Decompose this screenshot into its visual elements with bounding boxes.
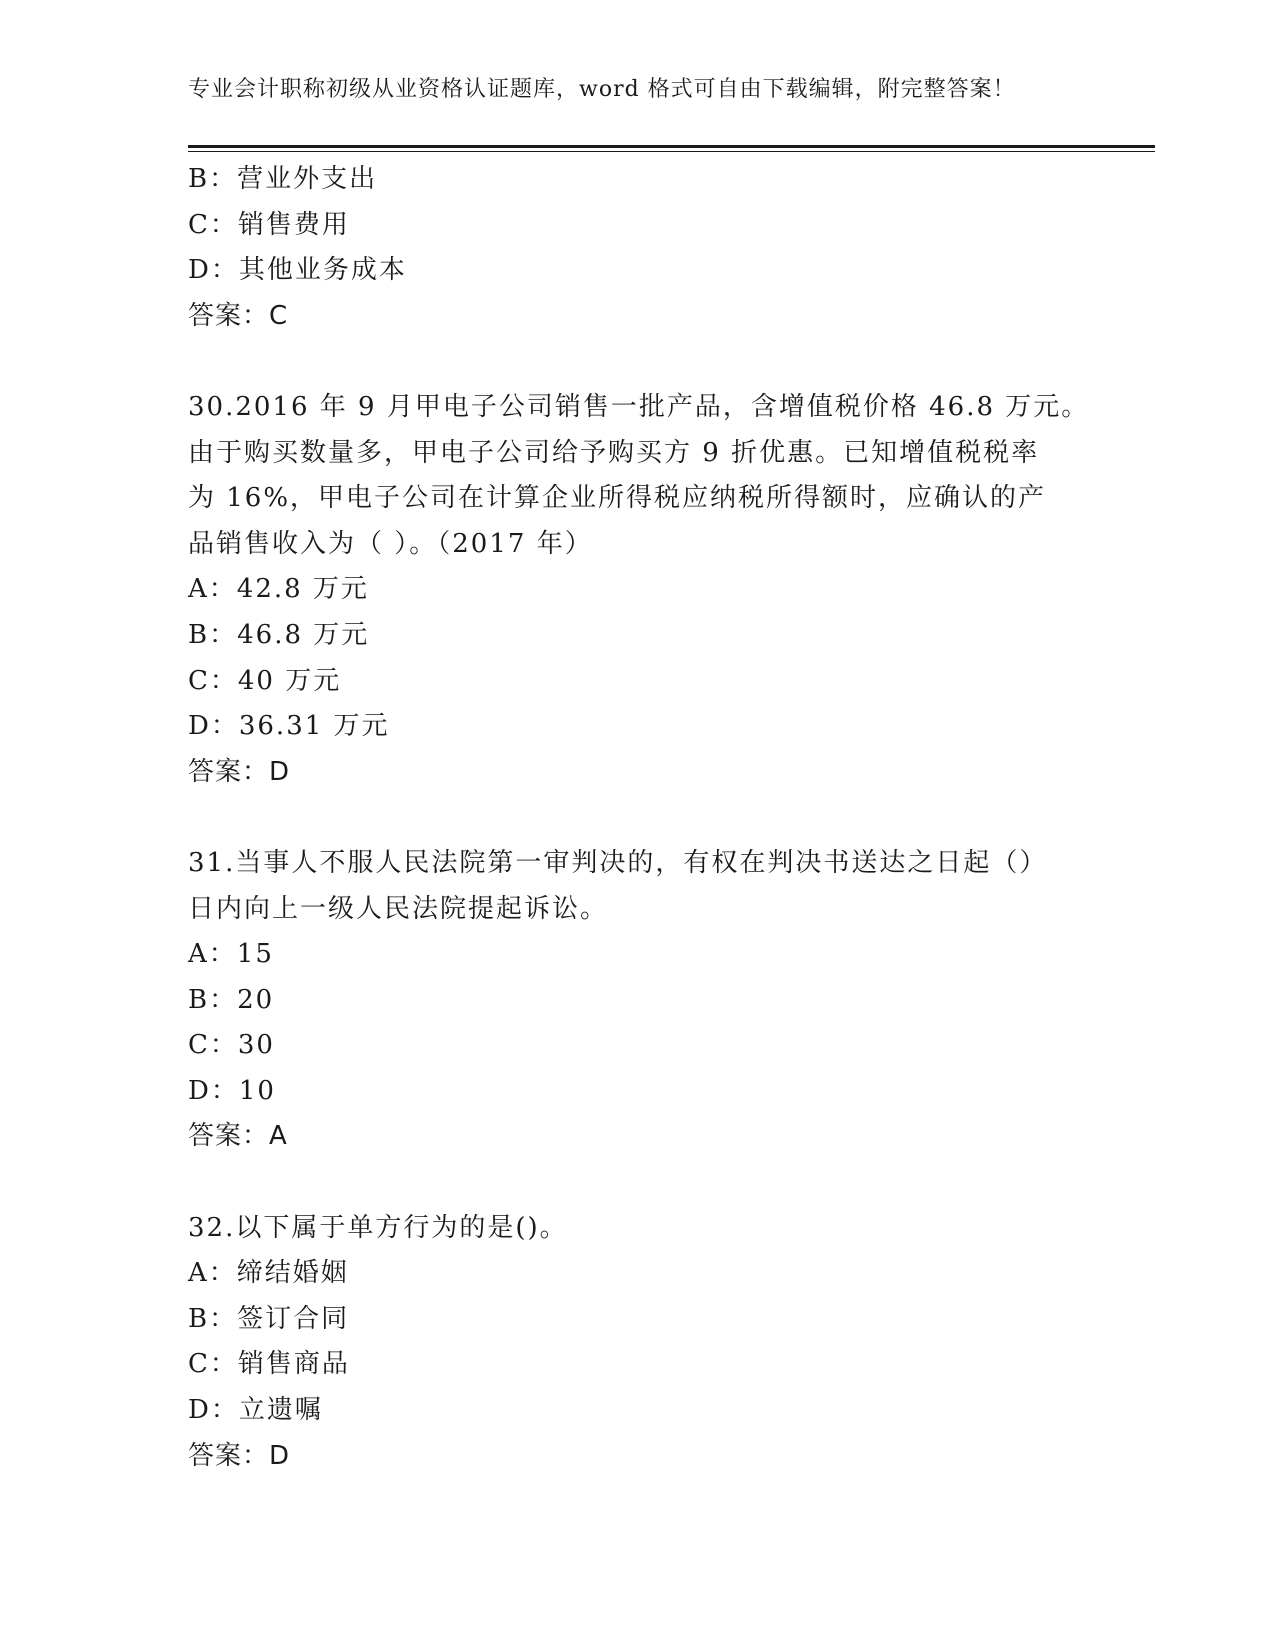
question-text-line: 31.当事人不服人民法院第一审判决的，有权在判决书送达之日起（） [188,847,1048,878]
question-text-line: 30.2016 年 9 月甲电子公司销售一批产品，含增值税价格 46.8 万元。 [188,391,1090,422]
question-text-line: 由于购买数量多，甲电子公司给予购买方 9 折优惠。已知增值税税率 [188,437,1040,468]
question-list [188,157,1090,1479]
option-a: A：42.8 万元 [188,574,369,605]
question-block [188,841,1068,1160]
header-rule-thick [188,145,1155,148]
option-b: B：20 [188,984,275,1015]
option-d: D：其他业务成本 [188,255,407,286]
option-c: C：销售商品 [188,1349,350,1380]
answer: 答案：C [188,300,289,331]
question-block [188,1206,1068,1480]
question-text-line: 为 16%，甲电子公司在计算企业所得税应纳税所得额时，应确认的产 [188,483,1047,514]
option-c: C：30 [188,1030,275,1061]
answer: 答案：A [188,1121,288,1152]
question-block [188,157,1068,339]
answer: 答案：D [188,1440,291,1471]
option-b: B：46.8 万元 [188,619,370,650]
option-a: A：缔结婚姻 [188,1258,349,1289]
answer: 答案：D [188,756,291,787]
option-b: B：签订合同 [188,1303,350,1334]
question-text-line: 32.以下属于单方行为的是()。 [188,1212,568,1243]
option-d: D：立遗嘱 [188,1395,323,1426]
question-text-line: 日内向上一级人民法院提起诉讼。 [188,893,609,924]
option-d: D：36.31 万元 [188,711,390,742]
question-block [188,385,1090,795]
question-text-line: 品销售收入为（ ）。（2017 年） [188,528,593,559]
option-d: D：10 [188,1075,276,1106]
header-rule-thin [188,151,1155,152]
option-a: A：15 [188,939,274,970]
page-header: 专业会计职称初级从业资格认证题库，word 格式可自由下载编辑，附完整答案！ [188,77,1016,102]
option-c: C：40 万元 [188,665,342,696]
option-b: B：营业外支出 [188,164,378,194]
option-c: C：销售费用 [188,209,350,240]
